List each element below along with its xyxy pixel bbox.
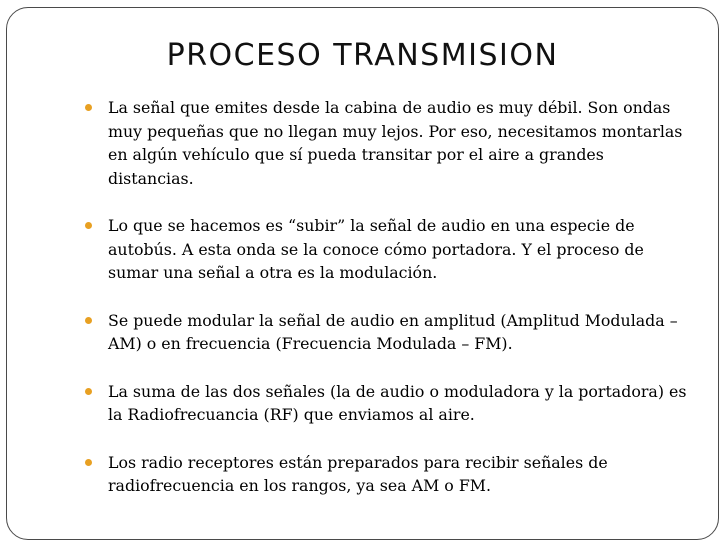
bullet-dot-icon	[85, 388, 92, 395]
bullet-item	[83, 451, 693, 498]
bullet-dot-icon	[85, 222, 92, 229]
bullet-dot-icon	[85, 317, 92, 324]
bullet-text: La suma de las dos señales (la de audio o moduladora y la portadora) es la Radiofrecuancia (RF) que enviamos al aire.	[108, 381, 687, 424]
bullet-text: Se puede modular la señal de audio en amplitud (Amplitud Modulada – AM) o en frecuencia (Frecuencia Modulada – FM).	[108, 310, 678, 353]
bullet-text: La señal que emites desde la cabina de audio es muy débil. Son ondas muy pequeñas que no llegan muy lejos. Por eso, necesitamos montarlas en algún vehículo que sí pueda transitar por el aire a grandes distancias.	[108, 98, 683, 188]
bullet-item	[83, 96, 693, 190]
slide-frame	[6, 7, 719, 540]
bullet-text: Lo que se hacemos es “subir” la señal de audio en una especie de autobús. A esta onda se la conoce cómo portadora. Y el proceso de sumar una señal a otra es la modulación.	[108, 216, 644, 282]
bullet-item	[83, 380, 693, 427]
slide-title: PROCESO TRANSMISION	[166, 38, 559, 73]
bullet-dot-icon	[85, 104, 92, 111]
bullet-dot-icon	[85, 459, 92, 466]
bullet-list	[83, 96, 693, 522]
bullet-item	[83, 309, 693, 356]
bullet-item	[83, 214, 693, 285]
bullet-text: Los radio receptores están preparados para recibir señales de radiofrecuencia en los rangos, ya sea AM o FM.	[108, 452, 608, 495]
